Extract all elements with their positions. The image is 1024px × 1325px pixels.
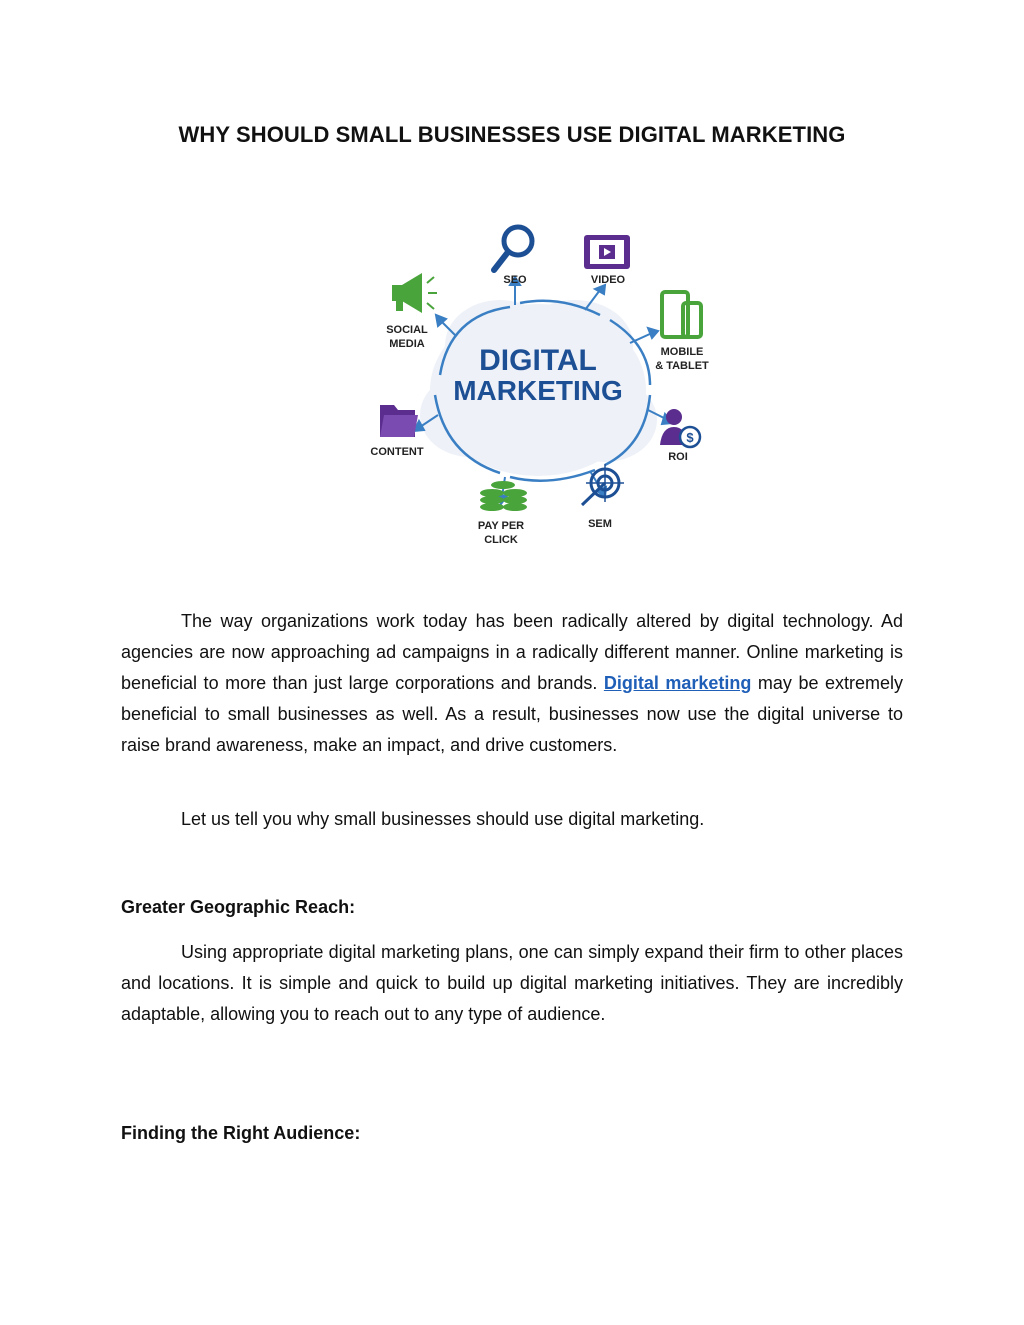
folder-icon [380, 405, 418, 437]
center-text-line2: MARKETING [453, 375, 623, 406]
mobile-tablet-icon [662, 292, 701, 337]
section-heading-right-audience: Finding the Right Audience: [121, 1123, 361, 1143]
ppc-label-line1: PAY PER [477, 520, 525, 532]
seo-label: SEO [503, 274, 527, 286]
center-text-line1: DIGITAL [479, 344, 597, 377]
video-icon [584, 235, 630, 269]
digital-marketing-link[interactable]: Digital marketing [603, 673, 752, 693]
page-title: WHY SHOULD SMALL BUSINESSES USE DIGITAL MARKETING [178, 122, 846, 147]
section-heading-geographic-reach: Greater Geographic Reach: [121, 897, 356, 917]
megaphone-icon [392, 273, 437, 313]
content-label: CONTENT [370, 446, 424, 458]
magnifier-icon [494, 227, 532, 270]
lead-paragraph: Let us tell you why small businesses should use digital marketing. [181, 809, 705, 829]
mobile-label-line1: MOBILE [660, 346, 704, 358]
ppc-label-line2: CLICK [484, 534, 518, 546]
intro-text-part1: The way organizations work today has been radically altered by digital technology. Ad agencies are now approaching ad campaigns in a radically different manner. Online marketing is beneficial to more than just large corporations and brands. [121, 611, 903, 693]
svg-text:$: $ [686, 430, 694, 445]
sem-label: SEM [588, 518, 612, 530]
roi-label: ROI [668, 451, 688, 463]
social-label-line1: SOCIAL [386, 324, 428, 336]
section-paragraph-geographic-reach: Using appropriate digital marketing plans, one can simply expand their firm to other places and locations. It is simple and quick to build up digital marketing initiatives. They are incredibly adaptable, allowing you to reach out to any type of audience. [121, 942, 903, 1024]
mobile-label-line2: & TABLET [655, 360, 709, 372]
video-label: VIDEO [590, 274, 626, 286]
digital-marketing-diagram [360, 215, 715, 555]
target-icon [582, 464, 624, 505]
intro-text-part2: may be extremely beneficial to small businesses as well. As a result, businesses now use the digital universe to raise brand awareness, make an impact, and drive customers. [121, 673, 904, 755]
social-label-line2: MEDIA [389, 338, 425, 350]
intro-paragraph [121, 606, 903, 761]
